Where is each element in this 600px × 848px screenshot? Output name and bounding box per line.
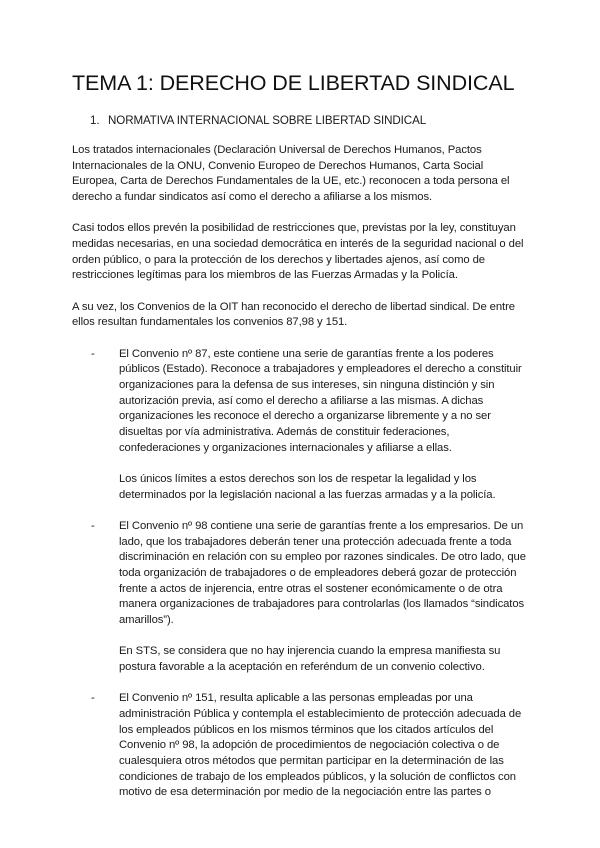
bullet-dash: - — [91, 519, 95, 532]
list-item-text: El Convenio nº 151, resulta aplicable a las personas empleadas por una administración Pública y contempla el establecimiento de protección adecuada de los empleados públicos en los mismos términos que los citados artículos del Convenio nº 98, la adopción de procedimientos de negociación colectiva o de cualesquiera otros métodos que permitan participar en la determinación de las condiciones de trabajo de los empleados públicos, y la solución de conflictos con motivo de esa determinación por medio de la negociación entre las partes o — [119, 692, 522, 799]
list-item-convenio-87 — [72, 347, 530, 504]
bullet-dash: - — [91, 347, 95, 360]
section-heading — [90, 113, 530, 129]
convenios-list — [72, 347, 530, 802]
section-number: 1. — [90, 114, 100, 127]
list-item-convenio-151 — [72, 691, 530, 801]
list-item-text: El Convenio nº 87, este contiene una serie de garantías frente a los poderes públicos (Estado). Reconoce a trabajadores y empleadores el derecho a constituir organizaciones para la defensa de sus intereses, sin ninguna distinción y sin autorización previa, así como el derecho a afiliarse a las mismas. A dichas organizaciones les reconoce el derecho a organizarse libremente y a no ser disueltas por vía administrativa. Además de constituir federaciones, confederaciones y organizaciones internacionales y afiliarse a ellas. — [119, 347, 522, 454]
paragraph-convenios-oit: A su vez, los Convenios de la OIT han reconocido el derecho de libertad sindical. De entre ellos resultan fundamentales los convenios 87,98 y 151. — [72, 300, 515, 329]
list-item-convenio-98 — [72, 519, 530, 676]
paragraph-tratados: Los tratados internacionales (Declaración Universal de Derechos Humanos, Pactos Internacionales de la ONU, Convenio Europeo de Derechos Humanos, Carta Social Europea, Carta de Derechos Fundamentales de la UE, etc.) reconocen a toda persona el derecho a fundar sindicatos así como el derecho a afiliarse a los mismos. — [72, 144, 510, 204]
list-item-note: En STS, se considera que no hay injerencia cuando la empresa manifiesta su postura favorable a la aceptación en referéndum de un convenio colectivo. — [119, 645, 501, 673]
list-item-text: El Convenio nº 98 contiene una serie de garantías frente a los empresarios. De un lado, que los trabajadores deberán tener una protección adecuada frente a toda discriminación en relación con su empleo por razones sindicales. De otro lado, que toda organización de trabajadores o de empleadores deberá gozar de protección frente a actos de injerencia, entre otras el sostener económicamente o de otra manera organizaciones de trabajadores para controlarlas (los llamados “sindicatos amarillos”). — [119, 519, 526, 627]
paragraph-restricciones: Casi todos ellos prevén la posibilidad de restricciones que, previstas por la ley, constituyan medidas necesarias, en una sociedad democrática en interés de la seguridad nacional o del orden público, o para la protección de los derechos y libertades ajenos, así como de restricciones legítimas para los miembros de las Fuerzas Armadas y la Policía. — [72, 222, 524, 282]
section-title: NORMATIVA INTERNACIONAL SOBRE LIBERTAD SINDICAL — [108, 114, 427, 127]
list-item-note: Los únicos límites a estos derechos son los de respetar la legalidad y los determinados por la legislación nacional a las fuerzas armadas y a la policía. — [119, 472, 496, 501]
bullet-dash: - — [91, 692, 95, 705]
document-title: TEMA 1: DERECHO DE LIBERTAD SINDICAL — [72, 71, 515, 95]
